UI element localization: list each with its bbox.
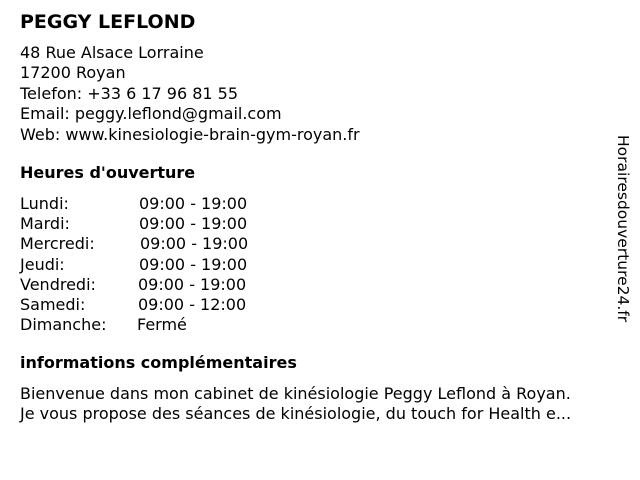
hours-row-tuesday <box>20 214 320 234</box>
description-line: Je vous propose des séances de kinésiologie, du touch for Health e... <box>20 404 572 424</box>
hours-day: Vendredi: <box>20 274 96 294</box>
hours-time: 09:00 - 12:00 <box>138 294 247 314</box>
hours-time: 09:00 - 19:00 <box>138 274 247 294</box>
hours-table <box>20 194 320 335</box>
info-heading: informations complémentaires <box>20 353 297 372</box>
phone-line: Telefon: +33 6 17 96 81 55 <box>20 83 239 103</box>
hours-day: Jeudi: <box>20 254 65 274</box>
hours-time: Fermé <box>137 315 187 335</box>
hours-row-wednesday <box>20 234 320 254</box>
hours-day: Mardi: <box>20 214 70 234</box>
hours-time: 09:00 - 19:00 <box>139 214 248 234</box>
business-name: PEGGY LEFLOND <box>20 11 196 33</box>
address-street: 48 Rue Alsace Lorraine <box>20 43 204 62</box>
site-watermark: Horairesdouverture24.fr <box>614 135 632 323</box>
description-text <box>20 384 571 425</box>
hours-row-saturday <box>20 295 320 315</box>
hours-time: 09:00 - 19:00 <box>139 254 248 274</box>
hours-time: 09:00 - 19:00 <box>139 194 248 213</box>
hours-time: 09:00 - 19:00 <box>140 234 249 254</box>
description-line: Bienvenue dans mon cabinet de kinésiologie Peggy Leflond à Royan. <box>20 384 571 403</box>
hours-row-sunday <box>20 315 320 335</box>
hours-day: Dimanche: <box>20 315 107 335</box>
contact-block <box>20 43 360 145</box>
hours-row-monday <box>20 194 320 214</box>
hours-heading: Heures d'ouverture <box>20 163 196 182</box>
email-line: Email: peggy.leflond@gmail.com <box>20 104 282 124</box>
website-line: Web: www.kinesiologie-brain-gym-royan.fr <box>20 124 360 144</box>
hours-day: Lundi: <box>20 194 69 213</box>
hours-row-thursday <box>20 255 320 275</box>
hours-day: Mercredi: <box>20 234 95 254</box>
hours-row-friday <box>20 275 320 295</box>
hours-day: Samedi: <box>20 294 86 314</box>
address-city: 17200 Royan <box>20 63 126 83</box>
